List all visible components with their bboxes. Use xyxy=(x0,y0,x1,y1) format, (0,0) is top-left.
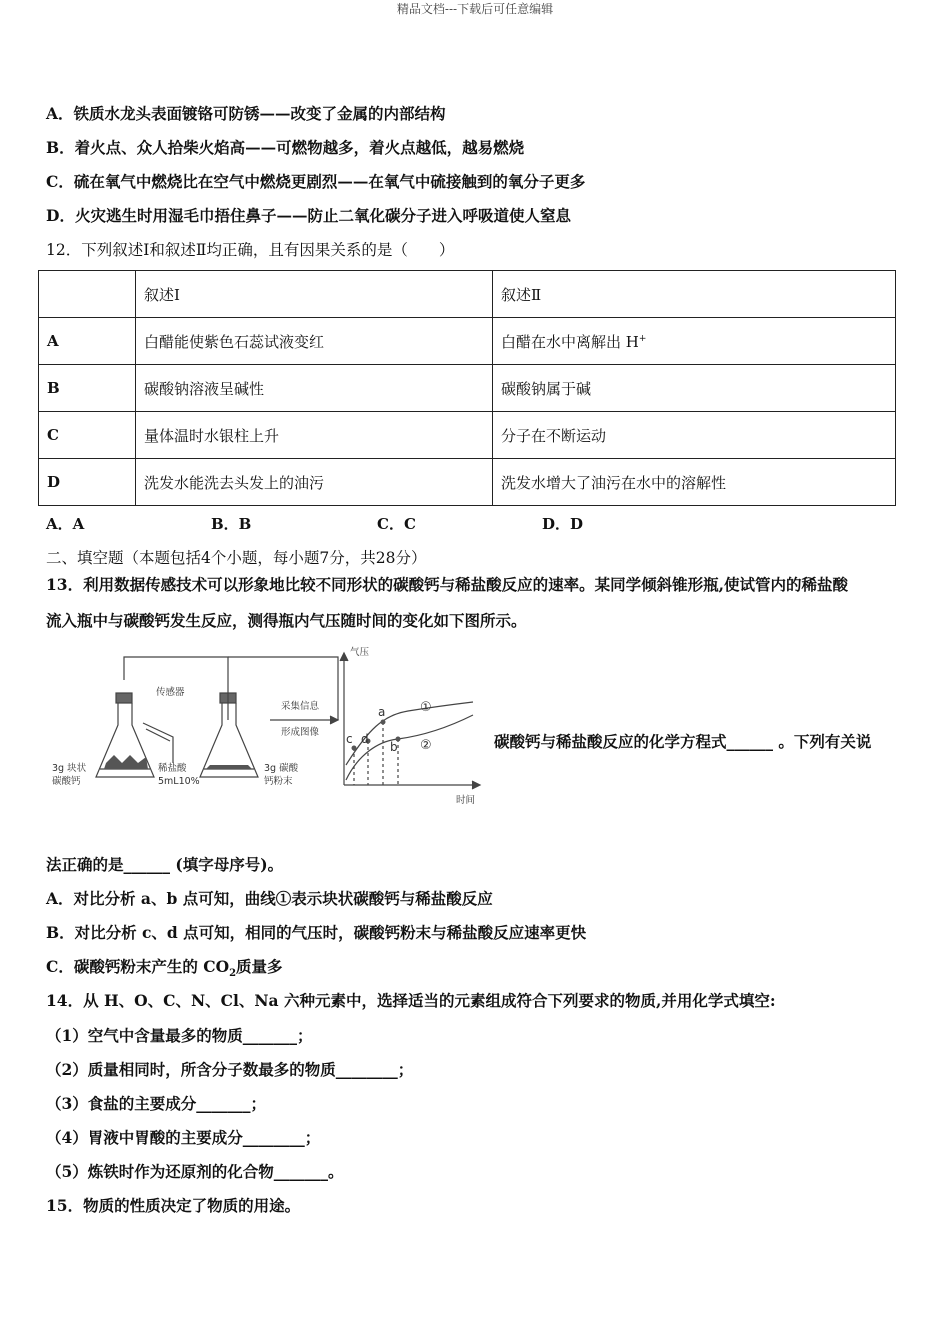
table-row xyxy=(39,365,896,412)
label-curve-2: ② xyxy=(420,738,432,753)
table-cell: 叙述Ⅱ xyxy=(493,271,896,318)
table-cell: D xyxy=(39,459,136,506)
label-block-caco3-2: 碳酸钙 xyxy=(52,776,81,787)
q11-option-d: D．火灾逃生时用湿毛巾捂住鼻子——防止二氧化碳分子进入呼吸道使人窒息 xyxy=(46,206,571,225)
q14-item-5: （5）炼铁时作为还原剂的化合物_______。 xyxy=(46,1162,344,1181)
table-cell: 洗发水增大了油污在水中的溶解性 xyxy=(493,459,896,506)
label-collect-2: 形成图像 xyxy=(281,727,320,738)
q11-option-b: B．着火点、众人拾柴火焰高——可燃物越多，着火点越低，越易燃烧 xyxy=(46,138,525,157)
superscript: + xyxy=(638,333,647,344)
section-title: 二、填空题（本题包括4个小题，每小题7分，共28分） xyxy=(46,549,427,567)
label-acid-2: 5mL10% xyxy=(158,776,200,787)
q11-option-c: C．硫在氧气中燃烧比在空气中燃烧更剧烈——在氧气中硫接触到的氧分子更多 xyxy=(46,172,586,191)
label-time-axis: 时间 xyxy=(456,795,476,806)
answer-d: D．D xyxy=(542,515,584,533)
table-cell: 洗发水能洗去头发上的油污 xyxy=(136,459,493,506)
q11-option-a: A．铁质水龙头表面镀铬可防锈——改变了金属的内部结构 xyxy=(46,104,446,123)
answer-a: A．A xyxy=(46,515,85,533)
q13-option-b: B．对比分析 c、d 点可知，相同的气压时，碳酸钙粉末与稀盐酸反应速率更快 xyxy=(46,923,587,942)
answer-b: B．B xyxy=(211,515,252,533)
label-collect-1: 采集信息 xyxy=(281,701,320,712)
table-cell: B xyxy=(39,365,136,412)
subscript: 2 xyxy=(229,968,237,980)
q14-item-4: （4）胃液中胃酸的主要成分________； xyxy=(46,1128,321,1147)
q12-stem: 12．下列叙述Ⅰ和叙述Ⅱ均正确，且有因果关系的是（ ） xyxy=(46,241,455,259)
table-cell: 分子在不断运动 xyxy=(493,412,896,459)
table-row xyxy=(39,412,896,459)
q14-item-1: （1）空气中含量最多的物质_______； xyxy=(46,1026,313,1045)
table-cell xyxy=(493,318,896,365)
q14-item-2: （2）质量相同时，所含分子数最多的物质________； xyxy=(46,1060,414,1079)
table-cell xyxy=(39,271,136,318)
table-cell: 白醋能使紫色石蕊试液变红 xyxy=(136,318,493,365)
cell-text: 白醋在水中离解出 H xyxy=(501,332,639,351)
q13-line3: 法正确的是______ (填字母序号)。 xyxy=(46,855,284,874)
label-sensor: 传感器 xyxy=(156,687,185,698)
answer-c: C．C xyxy=(377,515,416,533)
label-block-caco3-1: 3g 块状 xyxy=(52,763,87,774)
q13-line1: 13．利用数据传感技术可以形象地比较不同形状的碳酸钙与稀盐酸反应的速率。某同学倾斜锥形瓶,使试管内的稀盐酸 xyxy=(46,575,848,594)
page-header: 精品文档---下载后可任意编辑 xyxy=(396,2,554,16)
q14-stem: 14．从 H、O、C、N、Cl、Na 六种元素中，选择适当的元素组成符合下列要求的物质,并用化学式填空: xyxy=(46,991,776,1010)
table-row xyxy=(39,459,896,506)
table-cell: 碳酸钠溶液呈碱性 xyxy=(136,365,493,412)
q12-table xyxy=(38,270,896,506)
q13-option-a: A．对比分析 a、b 点可知，曲线①表示块状碳酸钙与稀盐酸反应 xyxy=(46,889,493,908)
table-cell: A xyxy=(39,318,136,365)
table-cell: 碳酸钠属于碱 xyxy=(493,365,896,412)
option-c-text-end: 质量多 xyxy=(236,957,283,976)
table-cell: 叙述Ⅰ xyxy=(136,271,493,318)
q13-line2: 流入瓶中与碳酸钙发生反应，测得瓶内气压随时间的变化如下图所示。 xyxy=(46,611,527,630)
label-pressure-axis: 气压 xyxy=(350,647,370,658)
q15-stem: 15．物质的性质决定了物质的用途。 xyxy=(46,1196,301,1215)
experiment-figure xyxy=(48,645,488,810)
label-powder-caco3-2: 钙粉末 xyxy=(264,776,293,787)
table-row xyxy=(39,318,896,365)
q13-equation-prompt: 碳酸钙与稀盐酸反应的化学方程式______ 。下列有关说 xyxy=(494,732,872,751)
point-b-label: b xyxy=(390,740,398,754)
option-c-text: C．碳酸钙粉末产生的 CO xyxy=(46,957,230,976)
point-d-label: d xyxy=(361,732,369,746)
q14-item-3: （3）食盐的主要成分_______； xyxy=(46,1094,267,1113)
table-cell: C xyxy=(39,412,136,459)
point-a-label: a xyxy=(378,705,386,719)
label-curve-1: ① xyxy=(420,700,432,715)
point-c-label: c xyxy=(346,732,353,746)
table-cell: 量体温时水银柱上升 xyxy=(136,412,493,459)
q13-option-c xyxy=(46,955,283,979)
label-powder-caco3-1: 3g 碳酸 xyxy=(264,763,299,774)
table-header-row xyxy=(39,271,896,318)
label-acid-1: 稀盐酸 xyxy=(158,763,187,774)
